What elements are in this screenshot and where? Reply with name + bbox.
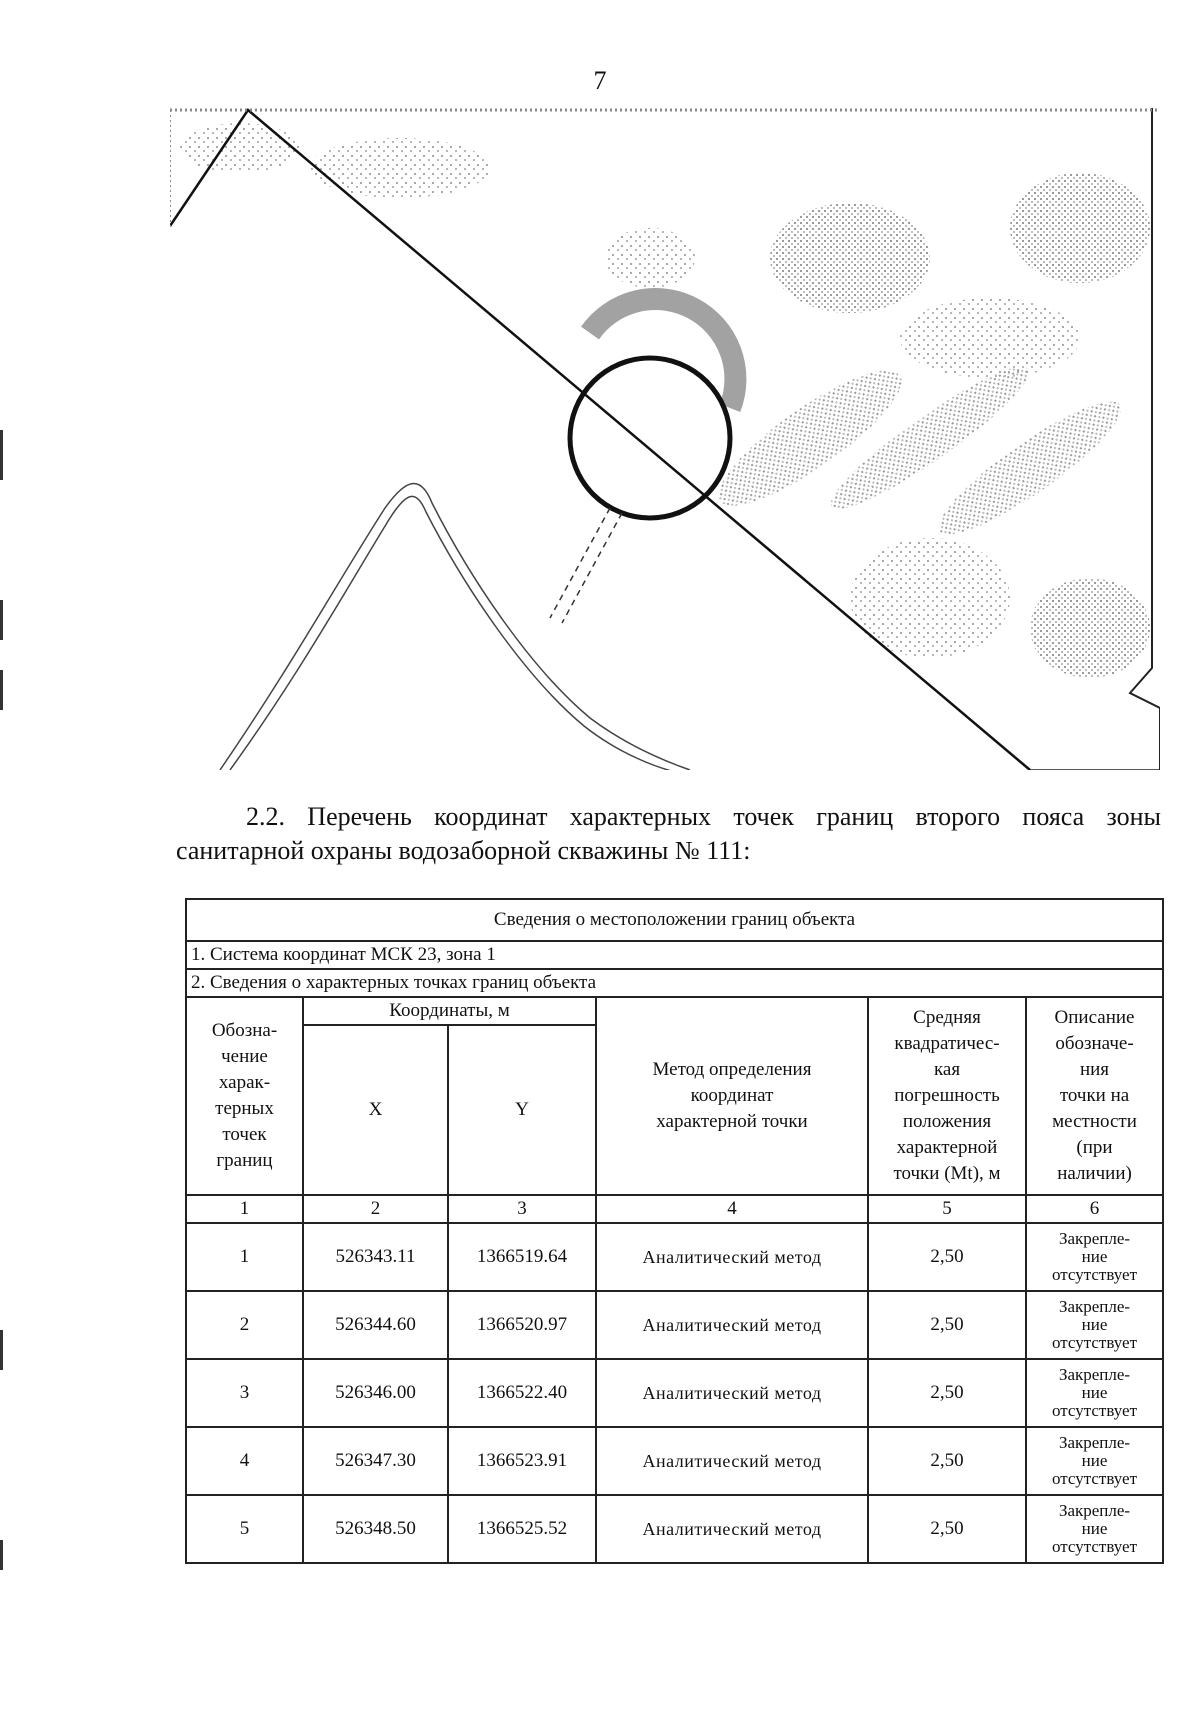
point-number: 5	[186, 1495, 303, 1563]
description: Закрепле- ние отсутствует	[1026, 1427, 1163, 1495]
coord-y: 1366520.97	[448, 1291, 596, 1359]
coord-y: 1366519.64	[448, 1223, 596, 1291]
column-number: 5	[868, 1195, 1026, 1223]
column-number: 3	[448, 1195, 596, 1223]
header-designation: Обозна- чение харак- терных точек границ	[186, 997, 303, 1195]
method: Аналитический метод	[596, 1495, 868, 1563]
coord-y: 1366525.52	[448, 1495, 596, 1563]
section-text-line1: 2.2. Перечень координат характерных точек границ второго пояса зоны	[246, 802, 1161, 831]
column-number: 2	[303, 1195, 448, 1223]
section-text-line2: санитарной охраны водозаборной скважины № 111:	[176, 836, 751, 865]
coord-x: 526348.50	[303, 1495, 448, 1563]
error: 2,50	[868, 1495, 1026, 1563]
table-system-row	[186, 941, 1163, 969]
table-body	[186, 1223, 1163, 1563]
method: Аналитический метод	[596, 1359, 868, 1427]
header-description: Описание обозначе- ния точки на местности (при наличии)	[1026, 997, 1163, 1195]
coord-x: 526346.00	[303, 1359, 448, 1427]
table-row	[186, 1359, 1163, 1427]
terrain-texture	[180, 123, 1150, 678]
header-coordinates: Координаты, м	[303, 997, 596, 1025]
method: Аналитический метод	[596, 1291, 868, 1359]
method: Аналитический метод	[596, 1223, 868, 1291]
column-number-row	[186, 1195, 1163, 1223]
point-number: 4	[186, 1427, 303, 1495]
table-row	[186, 1223, 1163, 1291]
column-number: 6	[1026, 1195, 1163, 1223]
page-number: 7	[593, 66, 607, 95]
header-method: Метод определения координат характерной точки	[596, 997, 868, 1195]
point-number: 2	[186, 1291, 303, 1359]
coord-x: 526347.30	[303, 1427, 448, 1495]
column-number: 4	[596, 1195, 868, 1223]
coordinate-system: 1. Система координат МСК 23, зона 1	[186, 941, 1163, 969]
well-circle	[570, 358, 730, 518]
column-number: 1	[186, 1195, 303, 1223]
description: Закрепле- ние отсутствует	[1026, 1495, 1163, 1563]
table-title-row	[186, 899, 1163, 941]
table-row	[186, 1495, 1163, 1563]
scan-edge-mark	[0, 430, 3, 480]
method: Аналитический метод	[596, 1427, 868, 1495]
header-y: Y	[448, 1025, 596, 1195]
description: Закрепле- ние отсутствует	[1026, 1291, 1163, 1359]
description: Закрепле- ние отсутствует	[1026, 1359, 1163, 1427]
road	[220, 484, 690, 770]
header-error: Средняя квадратичес- кая погрешность положения характерной точки (Mt), м	[868, 997, 1026, 1195]
point-number: 3	[186, 1359, 303, 1427]
table-points-row	[186, 969, 1163, 997]
coord-x: 526343.11	[303, 1223, 448, 1291]
coord-x: 526344.60	[303, 1291, 448, 1359]
scan-edge-mark	[0, 600, 3, 640]
coord-y: 1366523.91	[448, 1427, 596, 1495]
error: 2,50	[868, 1427, 1026, 1495]
map-figure	[170, 108, 1160, 770]
header-x: X	[303, 1025, 448, 1195]
scan-edge-mark	[0, 670, 3, 710]
section-paragraph	[176, 800, 1161, 868]
point-number: 1	[186, 1223, 303, 1291]
error: 2,50	[868, 1291, 1026, 1359]
points-caption: 2. Сведения о характерных точках границ объекта	[186, 969, 1163, 997]
table-row	[186, 1427, 1163, 1495]
scan-edge-mark	[0, 1540, 3, 1570]
scan-edge-mark	[0, 1330, 3, 1370]
table-title: Сведения о местоположении границ объекта	[186, 899, 1163, 941]
coord-y: 1366522.40	[448, 1359, 596, 1427]
description: Закрепле- ние отсутствует	[1026, 1223, 1163, 1291]
error: 2,50	[868, 1359, 1026, 1427]
error: 2,50	[868, 1223, 1026, 1291]
coordinates-table	[185, 898, 1164, 1564]
table-row	[186, 1291, 1163, 1359]
